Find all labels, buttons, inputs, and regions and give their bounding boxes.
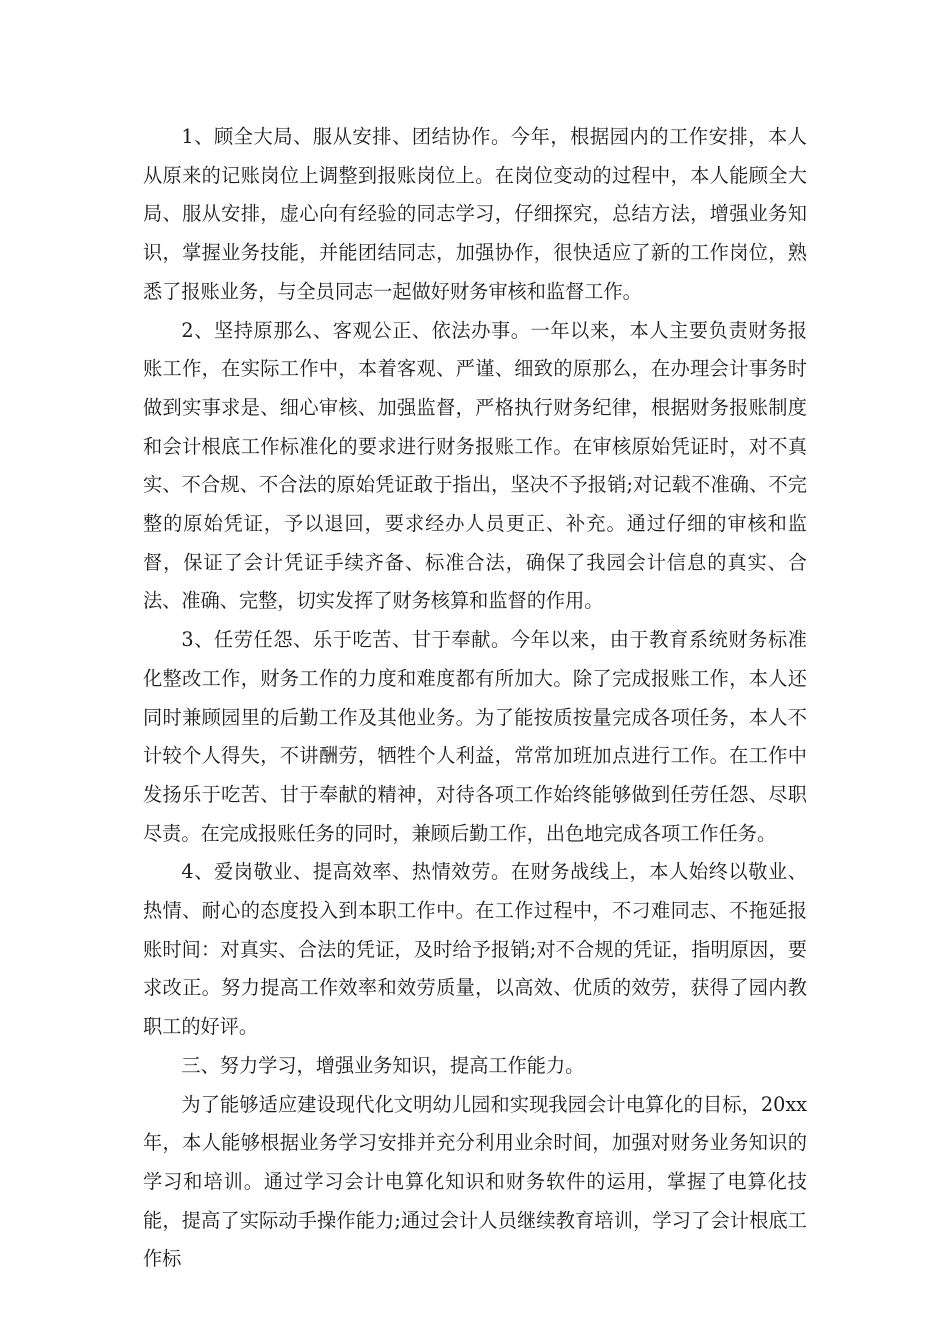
section-heading: 三、努力学习，增强业务知识，提高工作能力。 <box>181 1053 585 1077</box>
paragraph-study: 为了能够适应建设现代化文明幼儿园和实现我园会计电算化的目标，20xx年，本人能够根据业务学习安排并充分利用业余时间，加强对财务业务知识的学习和培训。通过学习会计电算化知识和财务软件的运用，掌握了电算化技能，提高了实际动手操作能力;通过会计人员继续教育培训，学习了会计根底工作标 <box>143 1092 807 1271</box>
paragraph-item-3: 3、任劳任怨、乐于吃苦、甘于奉献。今年以来，由于教育系统财务标准化整改工作，财务工作的力度和难度都有所加大。除了完成报账工作，本人还同时兼顾园里的后勤工作及其他业务。为了能按质按量完成各项任务，本人不计较个人得失，不讲酬劳，牺牲个人利益，常常加班加点进行工作。在工作中发扬乐于吃苦、甘于奉献的精神，对待各项工作始终能够做到任劳任怨、尽职尽责。在完成报账任务的同时，兼顾后勤工作，出色地完成各项工作任务。 <box>143 628 807 845</box>
document-body <box>143 118 807 1279</box>
paragraph-item-2: 2、坚持原那么、客观公正、依法办事。一年以来，本人主要负责财务报账工作，在实际工作中，本着客观、严谨、细致的原那么，在办理会计事务时做到实事求是、细心审核、加强监督，严格执行财务纪律，根据财务报账制度和会计根底工作标准化的要求进行财务报账工作。在审核原始凭证时，对不真实、不合规、不合法的原始凭证敢于指出，坚决不予报销;对记载不准确、不完整的原始凭证，予以退回，要求经办人员更正、补充。通过仔细的审核和监督，保证了会计凭证手续齐备、标准合法，确保了我园会计信息的真实、合法、准确、完整，切实发挥了财务核算和监督的作用。 <box>143 318 807 613</box>
paragraph-item-4: 4、爱岗敬业、提高效率、热情效劳。在财务战线上，本人始终以敬业、热情、耐心的态度投入到本职工作中。在工作过程中，不刁难同志、不拖延报账时间：对真实、合法的凭证，及时给予报销;对不合规的凭证，指明原因，要求改正。努力提高工作效率和效劳质量，以高效、优质的效劳，获得了园内教职工的好评。 <box>143 860 807 1039</box>
paragraph-item-1: 1、顾全大局、服从安排、团结协作。今年，根据园内的工作安排，本人从原来的记账岗位上调整到报账岗位上。在岗位变动的过程中，本人能顾全大局、服从安排，虚心向有经验的同志学习，仔细探究，总结方法，增强业务知识，掌握业务技能，并能团结同志，加强协作，很快适应了新的工作岗位，熟悉了报账业务，与全员同志一起做好财务审核和监督工作。 <box>143 125 807 303</box>
